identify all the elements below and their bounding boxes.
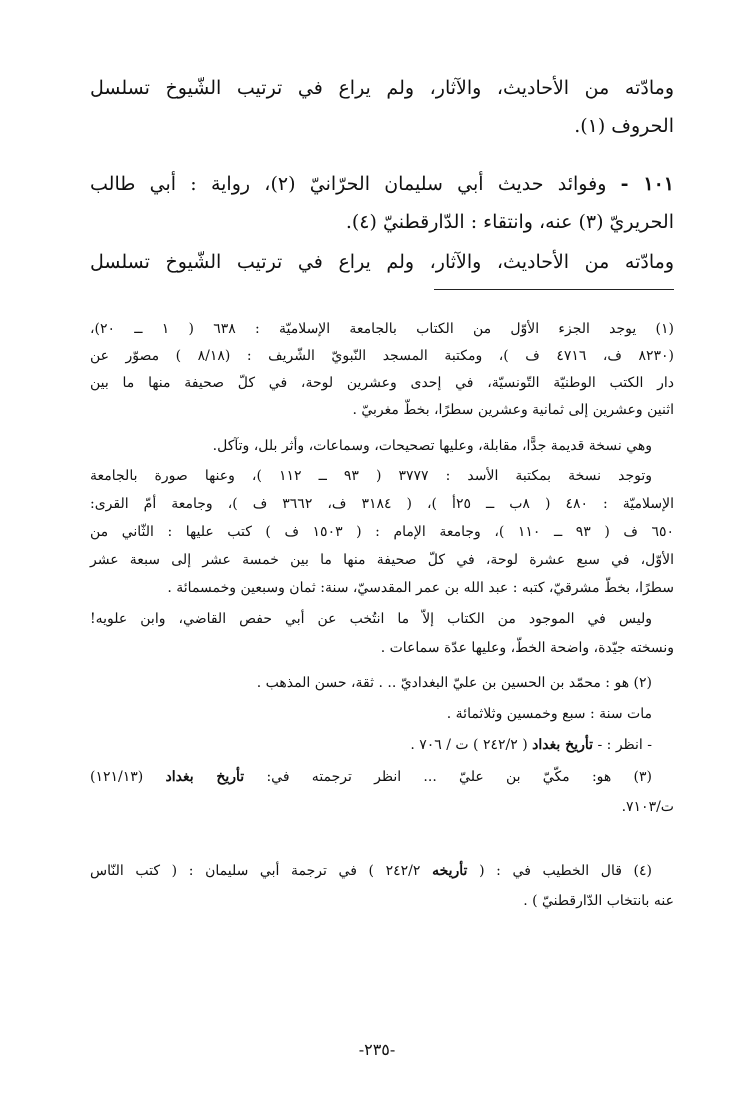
footnote-line: (٨٢٣٠ ف، ٤٧١٦ ف )، ومكتبة المسجد النّبويّ الشّريف : (٨/١٨ ) مصوّر عن <box>90 348 674 364</box>
footnote-line: ٦٥٠ ف ( ٩٣ ــ ١١٠ )، وجامعة الإمام : ( ١٥٠٣ ف ) كتب عليها : الثّاني من <box>90 524 675 540</box>
footnote-line: وتوجد نسخة بمكتبة الأسد : ٣٧٧٧ ( ٩٣ ــ ١١٢ )، وعنها صورة بالجامعة <box>90 468 653 484</box>
see-also-label: - انظر : - <box>597 737 652 753</box>
footnote-line <box>90 860 674 882</box>
footnote-line: عنه بانتخاب الدّارقطنيّ ) . <box>523 893 674 909</box>
book-title: تأريخ بغداد <box>165 769 245 785</box>
footnote-line: (١) يوجد الجزء الأوّل من الكتاب بالجامعة الإسلاميّة : ٦٣٨ ( ١ ــ ٢٠)، <box>90 321 674 337</box>
footnote-divider <box>434 289 674 290</box>
page-number: -٢٣٥- <box>358 1040 396 1059</box>
body-line: الحريريّ (٣) عنه، وانتقاء : الدّارقطنيّ (٤). <box>345 211 674 233</box>
footnote-line: الإسلاميّة : ٤٨٠ ( ٨ب ــ ٢٥أ )، ( ٣١٨٤ ف، ٣٦٦٢ ف )، وجامعة أمّ القرى: <box>90 496 674 512</box>
entry-number: ١٠١ - <box>620 173 674 195</box>
footnote-line <box>90 766 674 788</box>
footnote-line: سطرًا، بخطّ مشرقيّ، كتبه : عبد الله بن عمر المقدسيّ، سنة: ثمان وسبعين وخمسمائة . <box>167 580 674 596</box>
body-line: الحروف (١). <box>574 115 674 137</box>
footnote-line: ت/٧١٠٣. <box>621 799 674 815</box>
footnote-line: (٢) هو : محمّد بن الحسين بن عليّ البغداديّ .. . ثقة، حسن المذهب . <box>256 675 652 691</box>
footnote-line: مات سنة : سبع وخمسين وثلاثمائة . <box>446 706 652 722</box>
footnote-text: (٣) هو: مكّيّ بن عليّ ... انظر ترجمته في: <box>266 769 652 785</box>
footnote-text: ٢٤٢/٢ ) في ترجمة أبي سليمان : ( كتب النّاس <box>90 863 421 879</box>
body-line: ومادّته من الأحاديث، والآثار، ولم يراع في ترتيب الشّيوخ تسلسل <box>90 77 674 99</box>
book-title: تأريخ بغداد <box>532 737 594 753</box>
citation-ref: (١٢١/١٣) <box>90 769 144 785</box>
body-line: ومادّته من الأحاديث، والآثار، ولم يراع في ترتيب الشّيوخ تسلسل <box>90 251 674 273</box>
footnote-line: اثنين وعشرين إلى ثمانية وعشرين سطرًا، بخطّ مغربيّ . <box>352 402 674 418</box>
footnote-line: وهي نسخة قديمة جدًّا، مقابلة، وعليها تصحيحات، وسماعات، وأثر بلل، وتآكل. <box>212 438 652 454</box>
footnote-text: (٤) قال الخطيب في : ( <box>479 863 653 879</box>
footnote-line: وليس في الموجود من الكتاب إلاّ ما انتُخب عن أبي حفص القاضي، وابن علويه! <box>90 611 652 627</box>
footnote-line <box>90 734 674 756</box>
citation-ref: ( ٢٤٢/٢ ) ت / ٧٠٦ . <box>410 737 528 753</box>
footnote-line: الأوّل، في سبع عشرة لوحة، في كلّ صحيفة منها ما بين خمسة عشر إلى سبعة عشر <box>90 552 674 568</box>
footnote-line: ونسخته جيّدة، واضحة الخطّ، وعليها عدّة سماعات . <box>380 640 674 656</box>
book-page <box>90 0 674 1111</box>
entry-101-line <box>90 170 674 198</box>
footnote-line: دار الكتب الوطنيّة التّونسيّة، في إحدى وعشرين لوحة، في كلّ صحيفة منها ما بين <box>90 375 674 391</box>
entry-text: وفوائد حديث أبي سليمان الحرّانيّ (٢)، رواية : أبي طالب <box>90 173 607 195</box>
book-title: تأريخه <box>432 863 468 879</box>
